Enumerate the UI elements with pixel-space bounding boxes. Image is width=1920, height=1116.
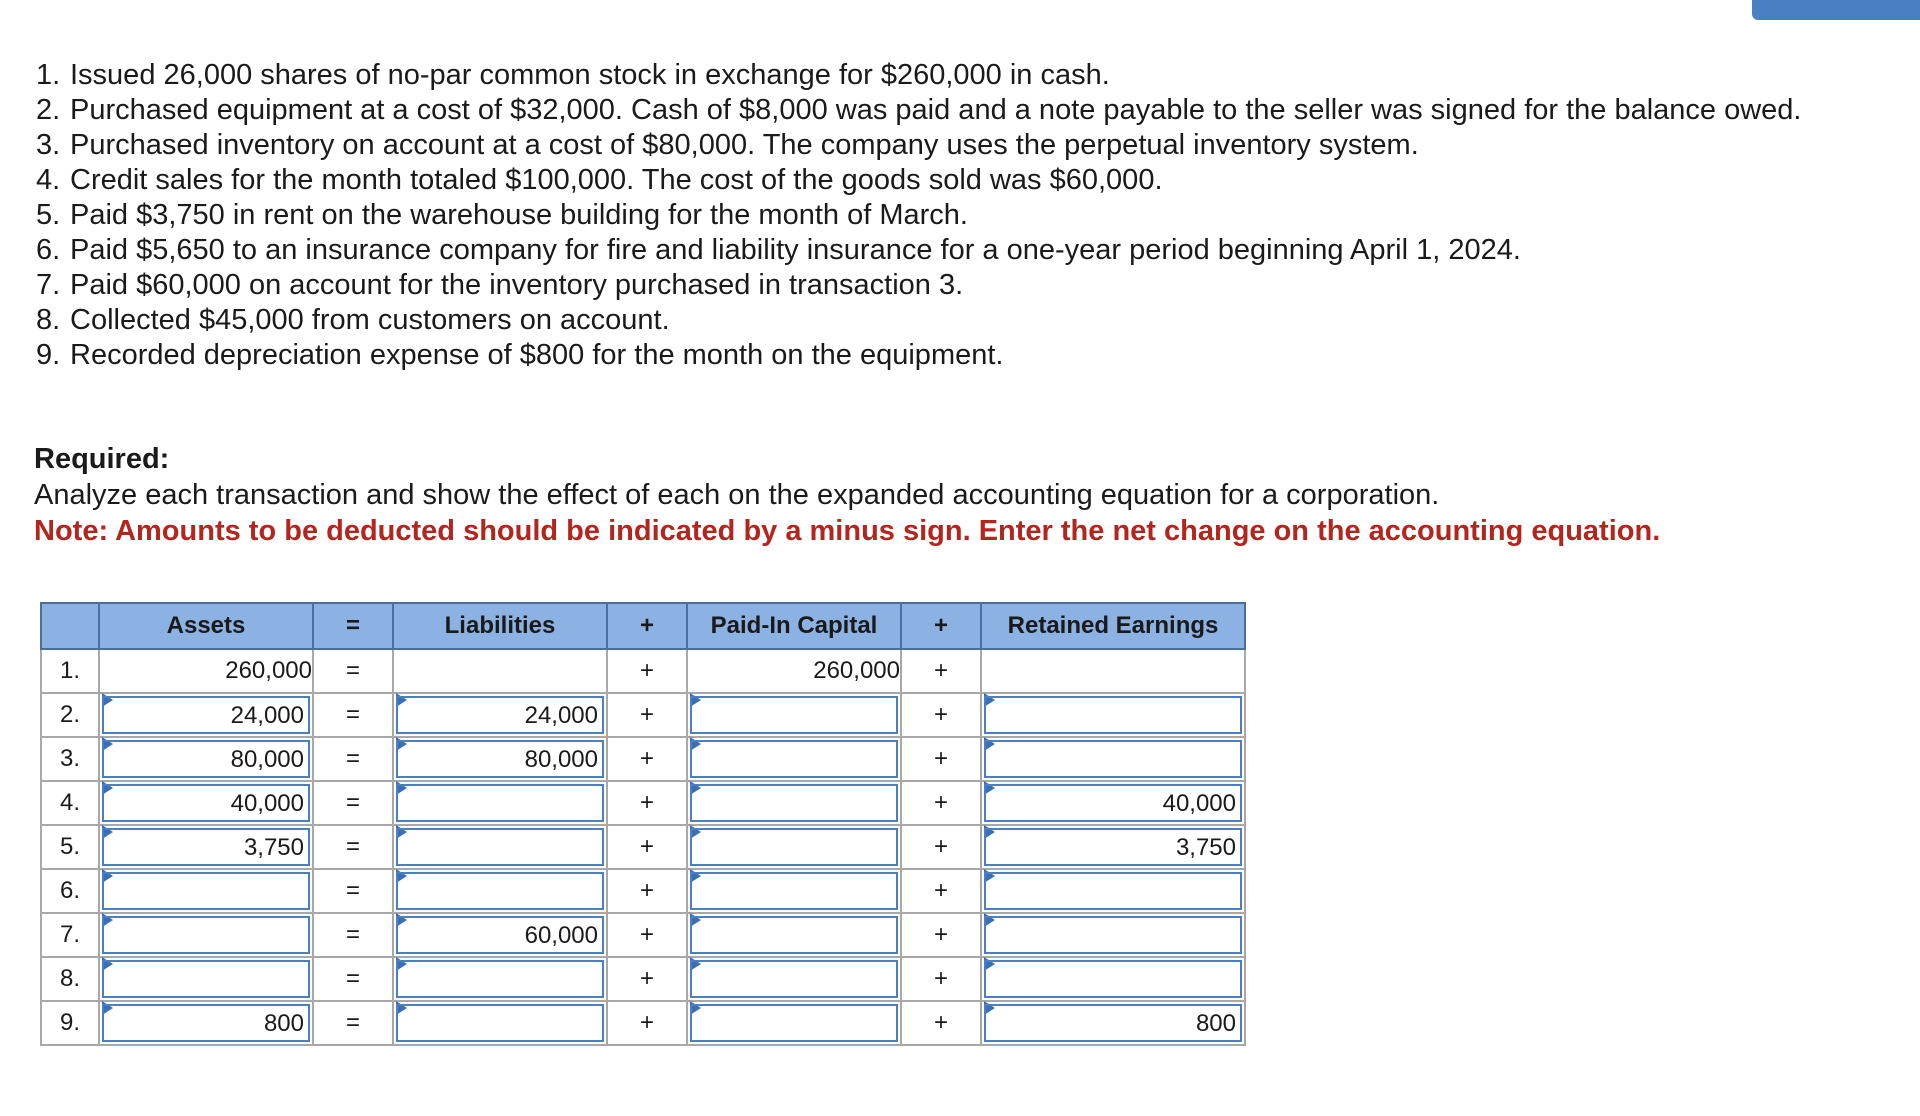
retained-earnings-cell bbox=[981, 693, 1245, 737]
liabilities-input[interactable] bbox=[396, 1004, 604, 1042]
retained-earnings-cell bbox=[981, 737, 1245, 781]
plus-sign: + bbox=[901, 869, 981, 913]
liabilities-cell bbox=[393, 957, 607, 1001]
transaction-text: Paid $5,650 to an insurance company for fire and liability insurance for a one-year period beginning April 1, 2024. bbox=[70, 234, 1521, 266]
assets-cell bbox=[99, 781, 313, 825]
paid-in-capital-cell bbox=[687, 957, 901, 1001]
plus-sign: + bbox=[901, 649, 981, 693]
paid-in-capital-cell bbox=[687, 913, 901, 957]
equals-sign: = bbox=[313, 1001, 393, 1045]
retained-earnings-cell bbox=[981, 1001, 1245, 1045]
row-number: 4. bbox=[41, 781, 99, 825]
table-row bbox=[41, 737, 1245, 781]
liabilities-value bbox=[393, 649, 607, 693]
paid-in-capital-input[interactable] bbox=[690, 1004, 898, 1042]
equals-sign: = bbox=[313, 825, 393, 869]
assets-cell bbox=[99, 737, 313, 781]
assets-cell bbox=[99, 957, 313, 1001]
retained-earnings-value bbox=[981, 649, 1245, 693]
paid-in-capital-input[interactable] bbox=[690, 960, 898, 998]
transaction-item bbox=[36, 93, 1896, 128]
transaction-item bbox=[36, 58, 1896, 93]
row-number: 8. bbox=[41, 957, 99, 1001]
retained-earnings-input[interactable] bbox=[984, 872, 1242, 910]
transaction-text: Issued 26,000 shares of no-par common stock in exchange for $260,000 in cash. bbox=[70, 59, 1110, 91]
retained-earnings-input[interactable]: 40,000 bbox=[984, 784, 1242, 822]
transaction-text: Paid $3,750 in rent on the warehouse building for the month of March. bbox=[70, 199, 968, 231]
equals-sign: = bbox=[313, 781, 393, 825]
transaction-item bbox=[36, 303, 1896, 338]
transaction-text: Recorded depreciation expense of $800 for the month on the equipment. bbox=[70, 339, 1004, 371]
liabilities-input[interactable]: 80,000 bbox=[396, 740, 604, 778]
plus-sign: + bbox=[607, 649, 687, 693]
header-equals: = bbox=[313, 603, 393, 649]
plus-sign: + bbox=[607, 825, 687, 869]
transaction-number: 1. bbox=[36, 59, 61, 91]
plus-sign: + bbox=[901, 693, 981, 737]
liabilities-input[interactable] bbox=[396, 828, 604, 866]
transaction-item bbox=[36, 128, 1896, 163]
plus-sign: + bbox=[901, 737, 981, 781]
plus-sign: + bbox=[901, 781, 981, 825]
plus-sign: + bbox=[607, 913, 687, 957]
liabilities-input[interactable] bbox=[396, 872, 604, 910]
row-number: 2. bbox=[41, 693, 99, 737]
table-row bbox=[41, 869, 1245, 913]
retained-earnings-input[interactable] bbox=[984, 696, 1242, 734]
plus-sign: + bbox=[607, 1001, 687, 1045]
assets-input[interactable]: 40,000 bbox=[102, 784, 310, 822]
assets-input[interactable] bbox=[102, 960, 310, 998]
plus-sign: + bbox=[607, 957, 687, 1001]
assets-input[interactable] bbox=[102, 916, 310, 954]
retained-earnings-input[interactable] bbox=[984, 960, 1242, 998]
paid-in-capital-input[interactable] bbox=[690, 916, 898, 954]
paid-in-capital-input[interactable] bbox=[690, 696, 898, 734]
header-plus: + bbox=[607, 603, 687, 649]
transaction-number: 2. bbox=[36, 94, 61, 126]
liabilities-input[interactable] bbox=[396, 960, 604, 998]
table-row bbox=[41, 1001, 1245, 1045]
retained-earnings-input[interactable]: 3,750 bbox=[984, 828, 1242, 866]
liabilities-input[interactable] bbox=[396, 784, 604, 822]
header-liabilities: Liabilities bbox=[393, 603, 607, 649]
retained-earnings-input[interactable] bbox=[984, 740, 1242, 778]
plus-sign: + bbox=[901, 957, 981, 1001]
table-row bbox=[41, 781, 1245, 825]
transaction-number: 8. bbox=[36, 304, 61, 336]
plus-sign: + bbox=[607, 869, 687, 913]
required-instruction: Analyze each transaction and show the effect of each on the expanded accounting equation for a corporation. bbox=[34, 479, 1440, 511]
liabilities-cell bbox=[393, 1001, 607, 1045]
paid-in-capital-input[interactable] bbox=[690, 740, 898, 778]
equals-sign: = bbox=[313, 913, 393, 957]
assets-input[interactable]: 800 bbox=[102, 1004, 310, 1042]
row-number: 9. bbox=[41, 1001, 99, 1045]
accounting-equation-table bbox=[40, 602, 1246, 1046]
transaction-text: Purchased inventory on account at a cost of $80,000. The company uses the perpetual inventory system. bbox=[70, 129, 1419, 161]
assets-cell bbox=[99, 913, 313, 957]
retained-earnings-cell bbox=[981, 913, 1245, 957]
assets-cell bbox=[99, 825, 313, 869]
header-paid-in-capital: Paid-In Capital bbox=[687, 603, 901, 649]
paid-in-capital-input[interactable] bbox=[690, 784, 898, 822]
assets-cell bbox=[99, 1001, 313, 1045]
plus-sign: + bbox=[901, 913, 981, 957]
equals-sign: = bbox=[313, 737, 393, 781]
equals-sign: = bbox=[313, 649, 393, 693]
transaction-text: Credit sales for the month totaled $100,000. The cost of the goods sold was $60,000. bbox=[70, 164, 1163, 196]
transaction-item bbox=[36, 268, 1896, 303]
paid-in-capital-cell bbox=[687, 781, 901, 825]
plus-sign: + bbox=[901, 1001, 981, 1045]
transaction-item bbox=[36, 198, 1896, 233]
header-assets: Assets bbox=[99, 603, 313, 649]
transaction-number: 3. bbox=[36, 129, 61, 161]
liabilities-cell bbox=[393, 869, 607, 913]
table-row bbox=[41, 825, 1245, 869]
equals-sign: = bbox=[313, 869, 393, 913]
required-note: Note: Amounts to be deducted should be indicated by a minus sign. Enter the net change on the accounting equation. bbox=[34, 515, 1661, 547]
retained-earnings-cell bbox=[981, 781, 1245, 825]
plus-sign: + bbox=[607, 693, 687, 737]
header-retained-earnings: Retained Earnings bbox=[981, 603, 1245, 649]
assets-value: 260,000 bbox=[99, 649, 313, 693]
transaction-number: 7. bbox=[36, 269, 61, 301]
transaction-number: 4. bbox=[36, 164, 61, 196]
transaction-item bbox=[36, 163, 1896, 198]
paid-in-capital-cell bbox=[687, 737, 901, 781]
assets-input[interactable]: 24,000 bbox=[102, 696, 310, 734]
plus-sign: + bbox=[901, 825, 981, 869]
retained-earnings-input[interactable]: 800 bbox=[984, 1004, 1242, 1042]
transaction-text: Purchased equipment at a cost of $32,000. Cash of $8,000 was paid and a note payable to the seller was signed for the balance owed. bbox=[70, 94, 1802, 126]
row-number: 6. bbox=[41, 869, 99, 913]
retained-earnings-cell bbox=[981, 869, 1245, 913]
paid-in-capital-cell bbox=[687, 825, 901, 869]
transaction-number: 6. bbox=[36, 234, 61, 266]
transaction-number: 5. bbox=[36, 199, 61, 231]
required-section bbox=[34, 441, 1894, 549]
liabilities-input[interactable]: 24,000 bbox=[396, 696, 604, 734]
transaction-item bbox=[36, 233, 1896, 268]
paid-in-capital-cell bbox=[687, 869, 901, 913]
transaction-text: Paid $60,000 on account for the inventory purchased in transaction 3. bbox=[70, 269, 964, 301]
assets-input[interactable]: 3,750 bbox=[102, 828, 310, 866]
equals-sign: = bbox=[313, 957, 393, 1001]
liabilities-cell bbox=[393, 913, 607, 957]
liabilities-input[interactable]: 60,000 bbox=[396, 916, 604, 954]
top-corner-tab[interactable] bbox=[1752, 0, 1920, 20]
equals-sign: = bbox=[313, 693, 393, 737]
table-row bbox=[41, 957, 1245, 1001]
row-number: 1. bbox=[41, 649, 99, 693]
paid-in-capital-cell bbox=[687, 693, 901, 737]
liabilities-cell bbox=[393, 737, 607, 781]
plus-sign: + bbox=[607, 737, 687, 781]
table-row bbox=[41, 693, 1245, 737]
retained-earnings-input[interactable] bbox=[984, 916, 1242, 954]
retained-earnings-cell bbox=[981, 957, 1245, 1001]
table-row bbox=[41, 913, 1245, 957]
header-plus: + bbox=[901, 603, 981, 649]
table-row bbox=[41, 649, 1245, 693]
transaction-number: 9. bbox=[36, 339, 61, 371]
table-header-row bbox=[41, 603, 1245, 649]
assets-cell bbox=[99, 693, 313, 737]
paid-in-capital-input[interactable] bbox=[690, 828, 898, 866]
retained-earnings-cell bbox=[981, 825, 1245, 869]
transaction-item bbox=[36, 338, 1896, 373]
row-number: 7. bbox=[41, 913, 99, 957]
liabilities-cell bbox=[393, 781, 607, 825]
assets-cell bbox=[99, 869, 313, 913]
assets-input[interactable]: 80,000 bbox=[102, 740, 310, 778]
liabilities-cell bbox=[393, 693, 607, 737]
paid-in-capital-input[interactable] bbox=[690, 872, 898, 910]
plus-sign: + bbox=[607, 781, 687, 825]
assets-input[interactable] bbox=[102, 872, 310, 910]
liabilities-cell bbox=[393, 825, 607, 869]
row-number: 3. bbox=[41, 737, 99, 781]
row-number: 5. bbox=[41, 825, 99, 869]
transaction-text: Collected $45,000 from customers on account. bbox=[70, 304, 670, 336]
paid-in-capital-value: 260,000 bbox=[687, 649, 901, 693]
paid-in-capital-cell bbox=[687, 1001, 901, 1045]
header-row-number bbox=[41, 603, 99, 649]
required-title: Required: bbox=[34, 443, 170, 475]
transaction-list bbox=[36, 58, 1896, 373]
